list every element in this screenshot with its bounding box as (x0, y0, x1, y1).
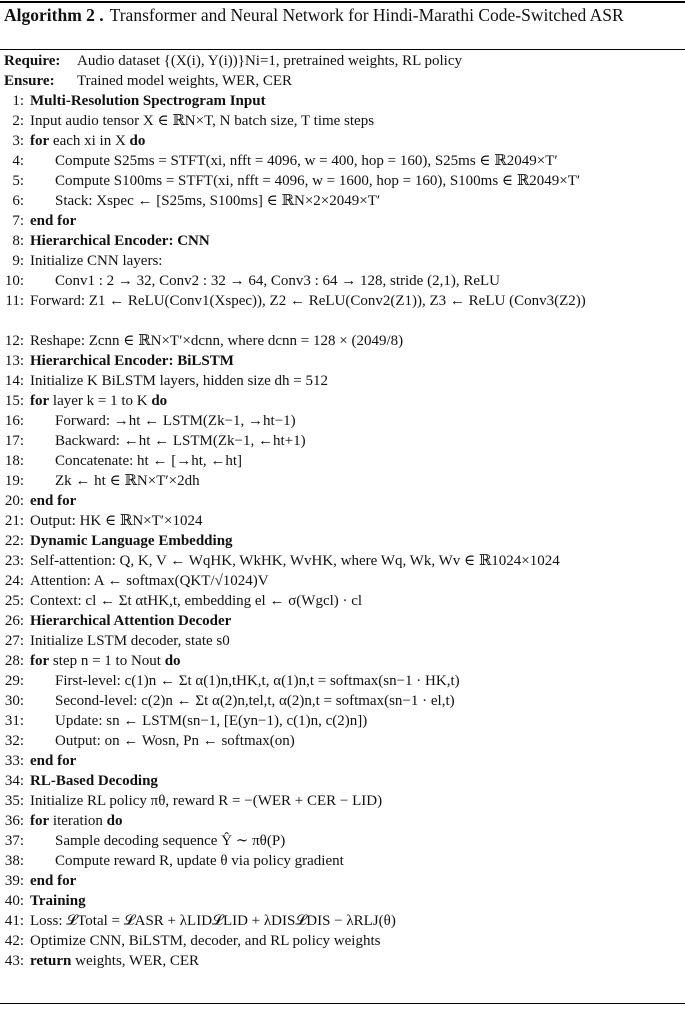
algorithm-line (0, 271, 685, 291)
algorithm-line (0, 871, 685, 891)
algorithm-line (0, 451, 685, 471)
line-text (55, 171, 580, 191)
line-number: 5: (12, 173, 24, 189)
algorithm-line (0, 331, 685, 351)
algorithm-line (0, 671, 685, 691)
statement: Backward: ←ht ← LSTM(Zk−1, ←ht+1) (55, 433, 306, 449)
line-number: 39: (4, 873, 24, 889)
keyword: end for (30, 213, 77, 229)
ensure-line (0, 71, 685, 91)
line-text (30, 951, 199, 971)
line-number: 13: (4, 353, 24, 369)
keyword: for (30, 133, 50, 149)
line-number: 1: (12, 93, 24, 109)
statement: weights, WER, CER (71, 953, 200, 969)
line-text (30, 251, 162, 271)
line-text (55, 711, 367, 731)
keyword: return (30, 953, 72, 969)
statement: step n = 1 to Nout (49, 653, 161, 669)
line-number: 10: (4, 273, 24, 289)
line-number: 33: (4, 753, 24, 769)
keyword: end for (30, 493, 77, 509)
algorithm-line (0, 791, 685, 811)
line-number: 25: (4, 593, 24, 609)
line-text (55, 451, 242, 471)
algorithm-line (0, 531, 685, 551)
statement: Initialize CNN layers: (30, 253, 163, 269)
line-number: 8: (12, 233, 24, 249)
line-number: 42: (4, 933, 24, 949)
line-text (30, 391, 167, 411)
line-number: 3: (12, 133, 24, 149)
line-text (55, 831, 285, 851)
line-text (30, 771, 158, 791)
algorithm-line (0, 931, 685, 951)
line-text (30, 631, 230, 651)
line-number: 22: (4, 533, 24, 549)
require-line (0, 51, 685, 71)
line-text (30, 931, 380, 951)
line-text (30, 871, 76, 891)
line-text (30, 531, 233, 551)
algorithm-line (0, 731, 685, 751)
caption-rule (0, 49, 685, 50)
line-number: 4: (12, 153, 24, 169)
statement: layer k = 1 to K (49, 393, 148, 409)
line-number: 18: (4, 453, 24, 469)
algorithm-line (0, 751, 685, 771)
line-text (30, 91, 266, 111)
algorithm-line (0, 231, 685, 251)
statement: Update: sn ← LSTM(sn−1, [E(yn−1), c(1)n, c(2)n]) (55, 713, 368, 729)
algorithm-line (0, 171, 685, 191)
line-text (55, 671, 460, 691)
statement: Conv1 : 2 → 32, Conv2 : 32 → 64, Conv3 : 64 → 128, stride (2,1), ReLU (55, 273, 500, 289)
line-number: 40: (4, 893, 24, 909)
algorithm-line (0, 651, 685, 671)
statement: RL-Based Decoding (30, 773, 158, 789)
algorithm-line (0, 211, 685, 231)
line-text (30, 791, 382, 811)
algorithm-line (0, 431, 685, 451)
line-number: 17: (4, 433, 24, 449)
algorithm-line (0, 851, 685, 871)
statement: Sample decoding sequence Ŷ ∼ πθ(P) (55, 833, 286, 849)
algorithm-label: Algorithm 2 . (4, 5, 104, 25)
line-text (30, 211, 76, 231)
line-number: 26: (4, 613, 24, 629)
line-text (30, 371, 328, 391)
algorithm-line (0, 151, 685, 171)
algorithm-line (0, 631, 685, 651)
line-text (30, 891, 86, 911)
algorithm-line (0, 811, 685, 831)
ensure-text: Trained model weights, WER, CER (77, 73, 292, 89)
statement: Hierarchical Encoder: BiLSTM (30, 353, 234, 369)
statement: Input audio tensor X ∈ ℝN×T, N batch size, T time steps (30, 113, 375, 129)
line-text (30, 491, 76, 511)
algorithm-line (0, 351, 685, 371)
line-number: 28: (4, 653, 24, 669)
line-text (55, 851, 344, 871)
line-text (30, 591, 362, 611)
line-number: 43: (4, 953, 24, 969)
line-number: 6: (12, 193, 24, 209)
statement: Training (30, 893, 86, 909)
statement: Hierarchical Encoder: CNN (30, 233, 210, 249)
line-text (30, 291, 681, 311)
algorithm-line (0, 511, 685, 531)
line-text (55, 191, 380, 211)
top-rule (0, 1, 685, 3)
algorithm-line (0, 831, 685, 851)
line-number: 38: (4, 853, 24, 869)
algorithm-line (0, 251, 685, 271)
keyword: do (160, 653, 181, 669)
statement: Zk ← ht ∈ ℝN×T′×2dh (55, 473, 200, 489)
statement: Compute S100ms = STFT(xi, nfft = 4096, w = 1600, hop = 160), S100ms ∈ ℝ2049×T′ (55, 173, 581, 189)
line-number: 12: (4, 333, 24, 349)
line-number: 29: (4, 673, 24, 689)
line-text (30, 751, 76, 771)
line-number: 2: (12, 113, 24, 129)
algorithm-line (0, 711, 685, 731)
keyword: do (102, 813, 123, 829)
line-number: 41: (4, 913, 24, 929)
statement: Second-level: c(2)n ← Σt α(2)n,tel,t, α(2)n,t = softmax(sn−1 · el,t) (55, 693, 455, 709)
line-text (55, 411, 296, 431)
algorithm-line (0, 891, 685, 911)
line-number: 21: (4, 513, 24, 529)
algorithm-line (0, 911, 685, 931)
line-number: 14: (4, 373, 24, 389)
statement: Forward: Z1 ← ReLU(Conv1(Xspec)), Z2 ← ReLU(Conv2(Z1)), Z3 ← ReLU (Conv3(Z2)) (30, 293, 586, 309)
line-text (30, 571, 269, 591)
statement: Self-attention: Q, K, V ← WqHK, WkHK, WvHK, where Wq, Wk, Wv ∈ ℝ1024×1024 (30, 553, 560, 569)
line-text (30, 511, 203, 531)
keyword: for (30, 813, 50, 829)
statement: Output: on ← Wosn, Pn ← softmax(on) (55, 733, 295, 749)
statement: iteration (49, 813, 103, 829)
keyword: for (30, 653, 50, 669)
algorithm-line (0, 391, 685, 411)
keyword: do (125, 133, 146, 149)
statement: Initialize K BiLSTM layers, hidden size dh = 512 (30, 373, 328, 389)
line-text (30, 551, 560, 571)
algorithm-line (0, 591, 685, 611)
ensure-keyword: Ensure: (4, 73, 55, 89)
algorithm-caption (4, 4, 680, 26)
line-number: 35: (4, 793, 24, 809)
keyword: for (30, 393, 50, 409)
statement: Context: cl ← Σt αtHK,t, embedding el ← σ(Wgcl) · cl (30, 593, 363, 609)
algorithm-line (0, 371, 685, 391)
line-number: 9: (12, 253, 24, 269)
statement: each xi in X (49, 133, 126, 149)
line-number: 16: (4, 413, 24, 429)
line-text (30, 651, 181, 671)
statement: Forward: →ht ← LSTM(Zk−1, →ht−1) (55, 413, 296, 429)
line-text (30, 331, 403, 351)
statement: Dynamic Language Embedding (30, 533, 233, 549)
statement: Reshape: Zcnn ∈ ℝN×T′×dcnn, where dcnn = 128 × (2049/8) (30, 333, 404, 349)
algorithm-line (0, 191, 685, 211)
line-text (55, 731, 295, 751)
algorithm-line (0, 411, 685, 431)
line-text (55, 691, 455, 711)
algorithm-title: Transformer and Neural Network for Hindi-Marathi Code-Switched ASR (109, 5, 624, 25)
algorithm-line (0, 131, 685, 151)
keyword: do (147, 393, 168, 409)
algorithm-line (0, 291, 685, 331)
require-keyword: Require: (4, 53, 61, 69)
line-number: 24: (4, 573, 24, 589)
statement: Output: HK ∈ ℝN×T′×1024 (30, 513, 203, 529)
algorithm-line (0, 691, 685, 711)
statement: Initialize LSTM decoder, state s0 (30, 633, 230, 649)
algorithm-line (0, 471, 685, 491)
statement: Concatenate: ht ← [→ht, ←ht] (55, 453, 243, 469)
statement: Optimize CNN, BiLSTM, decoder, and RL policy weights (30, 933, 381, 949)
algorithm-line (0, 111, 685, 131)
line-text (30, 811, 122, 831)
statement: Compute S25ms = STFT(xi, nfft = 4096, w = 400, hop = 160), S25ms ∈ ℝ2049×T′ (55, 153, 558, 169)
keyword: end for (30, 873, 77, 889)
bottom-rule (0, 1003, 685, 1004)
statement: Hierarchical Attention Decoder (30, 613, 232, 629)
require-text: Audio dataset {(X(i), Y(i))}Ni=1, pretrained weights, RL policy (77, 53, 462, 69)
algorithm-line (0, 551, 685, 571)
line-text (30, 231, 210, 251)
line-text (30, 131, 145, 151)
line-number: 32: (4, 733, 24, 749)
line-number: 23: (4, 553, 24, 569)
line-number: 11: (5, 293, 24, 309)
line-text (30, 911, 396, 931)
line-number: 19: (4, 473, 24, 489)
statement: Loss: 𝓛Total = 𝓛ASR + λLID𝓛LID + λDIS𝓛DIS − λRLJ(θ) (30, 913, 396, 929)
algorithm-line (0, 771, 685, 791)
line-text (30, 351, 234, 371)
line-text (55, 431, 306, 451)
algorithm-line (0, 951, 685, 971)
statement: Initialize RL policy πθ, reward R = −(WER + CER − LID) (30, 793, 383, 809)
algorithm-line (0, 571, 685, 591)
line-text (30, 111, 374, 131)
line-number: 37: (4, 833, 24, 849)
line-number: 15: (4, 393, 24, 409)
statement: Multi-Resolution Spectrogram Input (30, 93, 266, 109)
keyword: end for (30, 753, 77, 769)
line-number: 34: (4, 773, 24, 789)
line-number: 31: (4, 713, 24, 729)
line-number: 20: (4, 493, 24, 509)
line-number: 7: (12, 213, 24, 229)
line-text (30, 611, 231, 631)
statement: Stack: Xspec ← [S25ms, S100ms] ∈ ℝN×2×2049×T′ (55, 193, 381, 209)
line-text (55, 151, 558, 171)
statement: Compute reward R, update θ via policy gradient (55, 853, 344, 869)
statement: Attention: A ← softmax(QKT/√1024)V (30, 573, 269, 589)
line-number: 36: (4, 813, 24, 829)
algorithm-line (0, 91, 685, 111)
algorithm-line (0, 491, 685, 511)
algorithm-line (0, 611, 685, 631)
line-text (55, 471, 200, 491)
line-text (55, 271, 500, 291)
line-number: 30: (4, 693, 24, 709)
statement: First-level: c(1)n ← Σt α(1)n,tHK,t, α(1)n,t = softmax(sn−1 · HK,t) (55, 673, 460, 689)
line-number: 27: (4, 633, 24, 649)
